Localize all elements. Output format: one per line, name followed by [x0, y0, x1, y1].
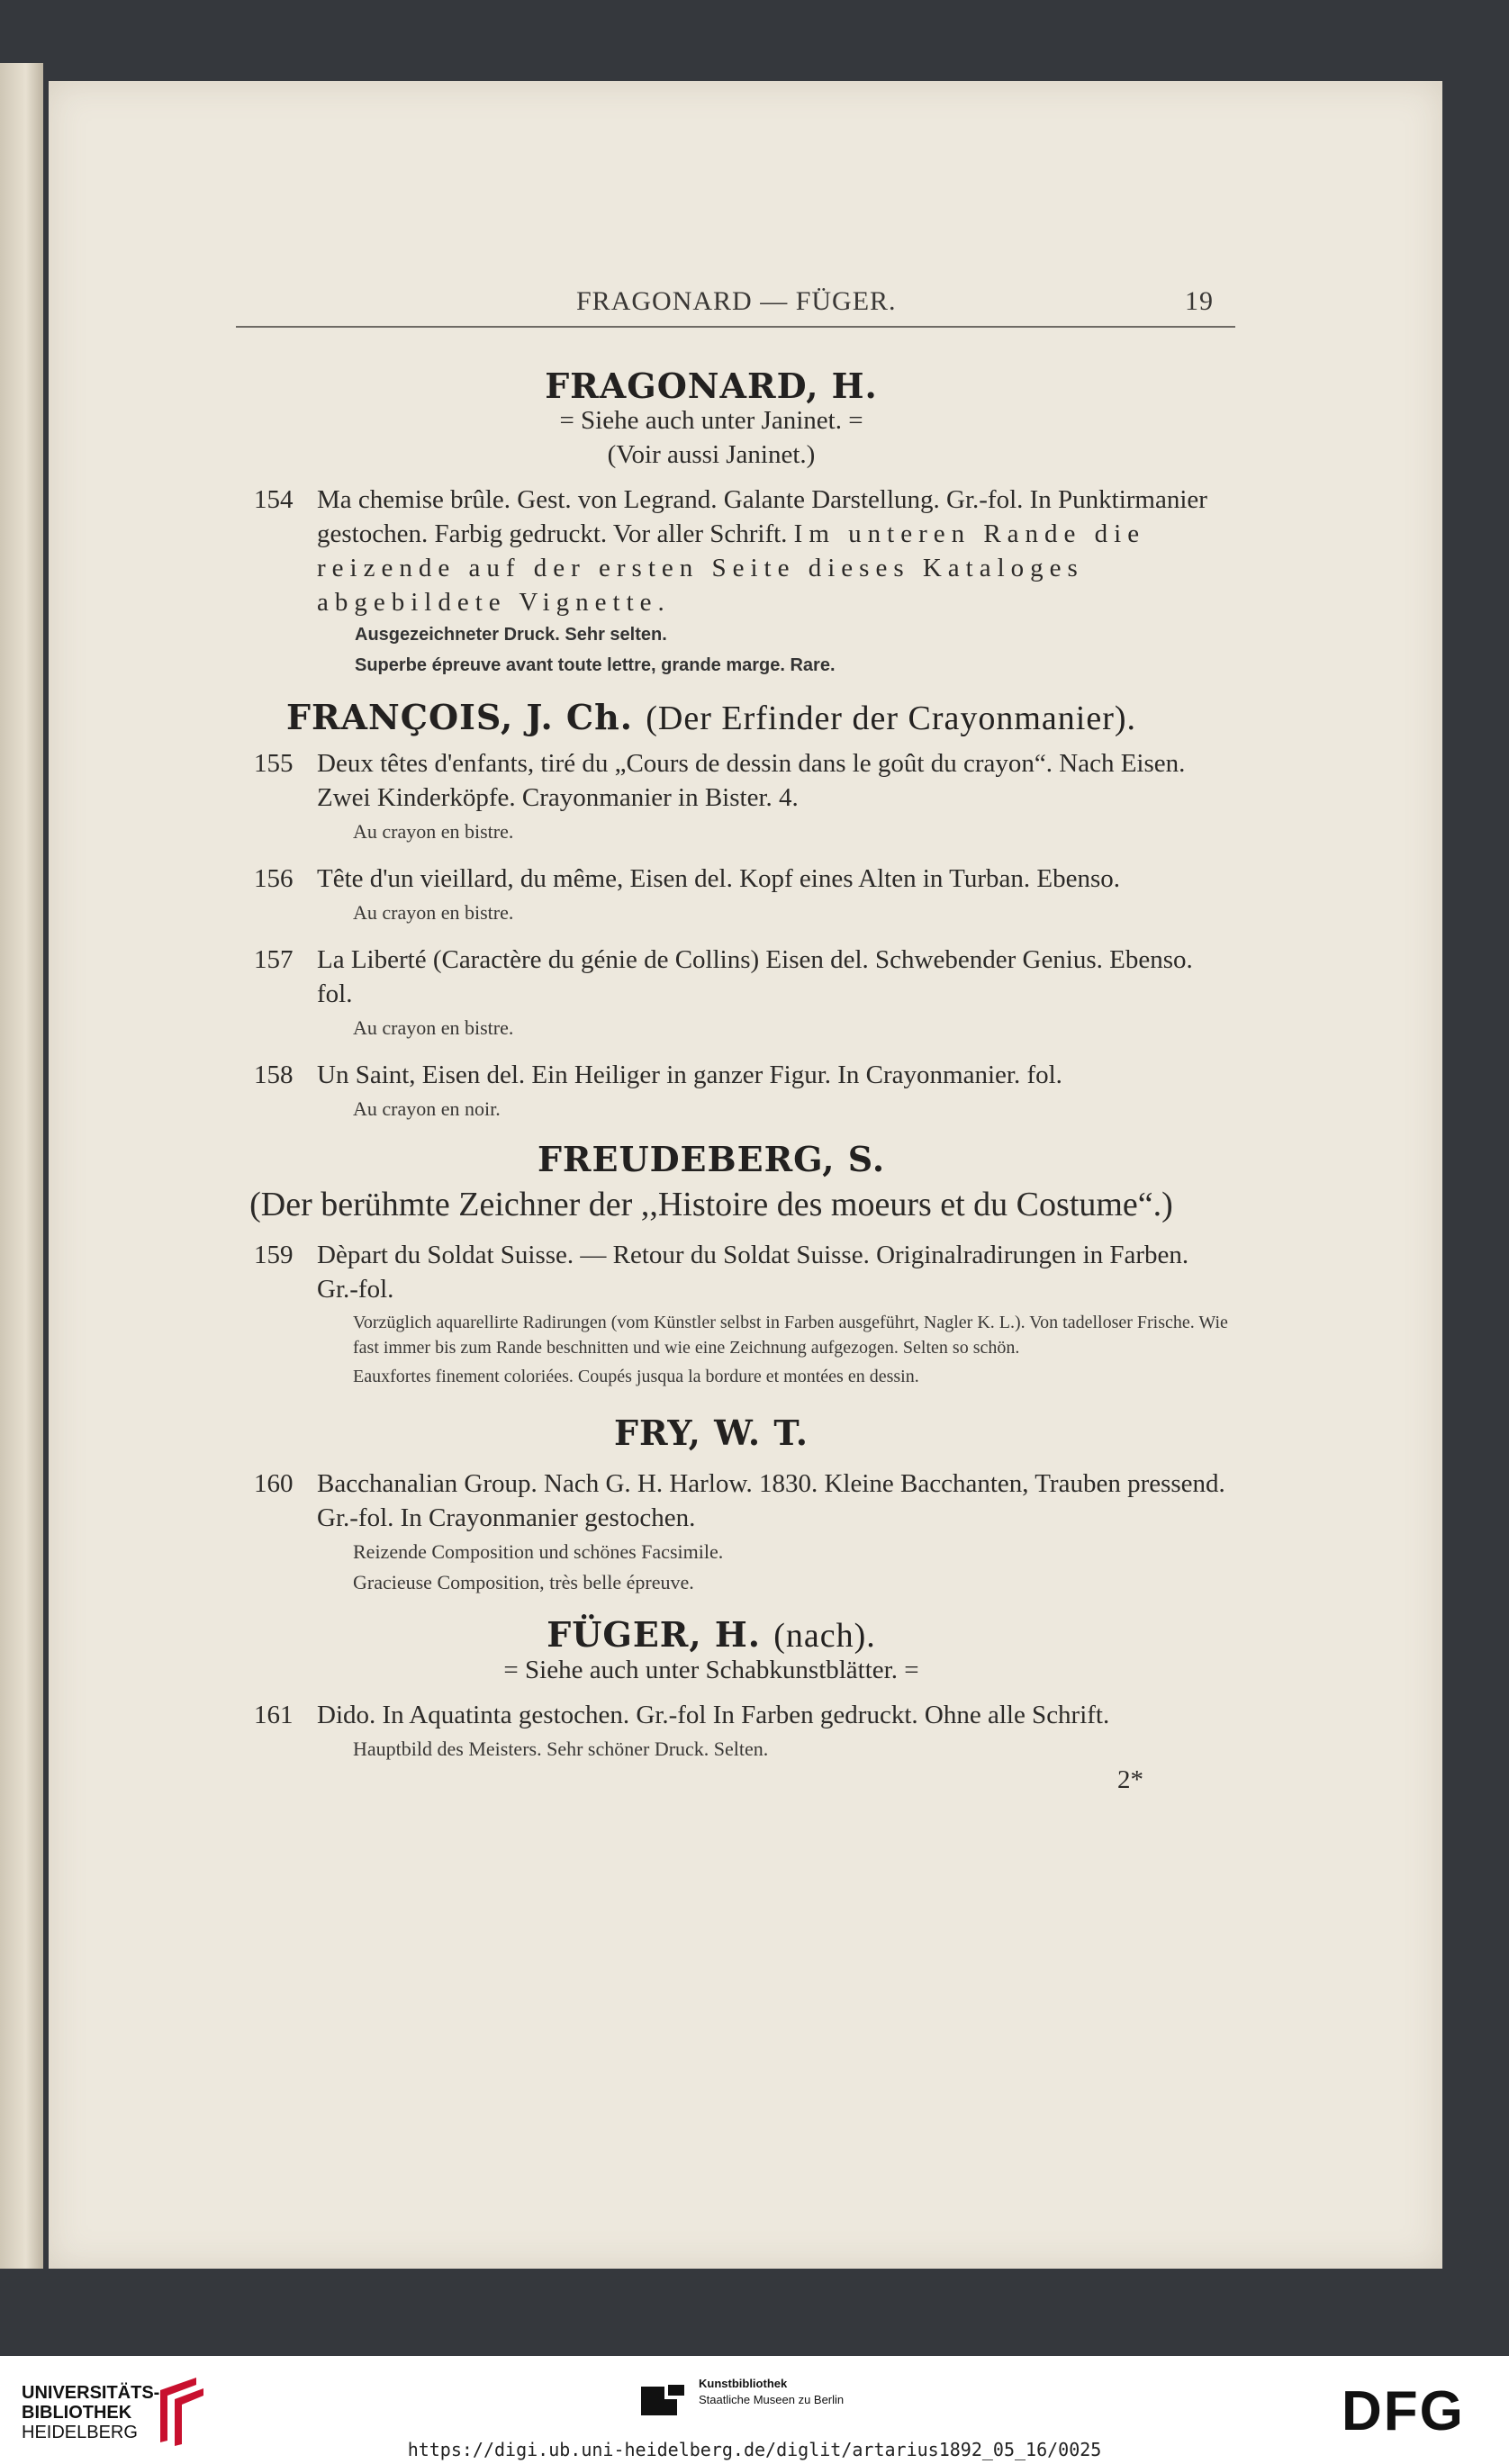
subheading-freudeberg: (Der berühmte Zeichner der ,,Histoire des moeurs et du Costume“.): [249, 1186, 1173, 1223]
library-name-line3: HEIDELBERG: [22, 2423, 138, 2442]
entry-text: Dido. In Aquatinta gestochen. Gr.-fol In Farben gedruckt. Ohne alle Schrift.: [317, 1701, 1110, 1729]
entry-number: 161: [254, 1701, 294, 1729]
heading-fueger-name: FÜGER, H.: [547, 1614, 761, 1655]
entry-157: [189, 943, 1233, 1011]
entry-number: 156: [254, 864, 294, 893]
entry-number: 159: [254, 1241, 294, 1269]
entry-text-spaced: Im unteren Rande die reizende auf der ersten Seite dieses Kataloges abgebildete Vignette.: [317, 519, 1146, 617]
entry-text: Dèpart du Soldat Suisse. — Retour du Soldat Suisse. Originalradirungen in Farben. Gr.-fol.: [317, 1241, 1189, 1304]
entry-number: 160: [254, 1469, 294, 1498]
entry-number: 154: [254, 485, 294, 514]
library-name-line2: BIBLIOTHEK: [22, 2403, 132, 2423]
library-name-line1: UNIVERSITÄTS-: [22, 2383, 160, 2403]
entry-text: Un Saint, Eisen del. Ein Heiliger in ganzer Figur. In Crayonmanier. fol.: [317, 1061, 1062, 1089]
header-rule: [236, 326, 1235, 328]
entry-note: Au crayon en bistre.: [353, 901, 514, 924]
entry-155: [189, 746, 1233, 815]
heading-fragonard: FRAGONARD, H.: [545, 366, 878, 406]
entry-note-fr: Gracieuse Composition, très belle épreuve.: [353, 1571, 694, 1593]
running-head: [189, 286, 1233, 331]
entry-note: Au crayon en noir.: [353, 1097, 501, 1120]
kunstbibliothek-name: Kunstbibliothek: [699, 2377, 788, 2390]
page-url[interactable]: https://digi.ub.uni-heidelberg.de/diglit/artarius1892_05_16/0025: [407, 2439, 1102, 2460]
entry-note: Au crayon en bistre.: [353, 820, 514, 843]
heading-francois-suffix: (Der Erfinder der Crayonmanier).: [646, 699, 1137, 737]
viewer-footer: [0, 2356, 1509, 2464]
kunstbibliothek-sub: Staatliche Museen zu Berlin: [699, 2393, 845, 2406]
see-also-fragonard-fr: (Voir aussi Janinet.): [607, 440, 816, 469]
entry-160: [189, 1467, 1233, 1535]
adjacent-page-edge: [0, 63, 43, 2269]
see-also-fragonard: = Siehe auch unter Janinet. =: [559, 406, 863, 435]
entry-number: 158: [254, 1061, 294, 1089]
entry-161: [189, 1698, 1233, 1732]
entry-note: Hauptbild des Meisters. Sehr schöner Druck. Selten.: [353, 1737, 769, 1760]
entry-154: [189, 483, 1233, 619]
entry-note: Vorzüglich aquarellirte Radirungen (vom Künstler selbst in Farben ausgeführt, Nagler K. L.). Von tadelloser Frische. Wie fast immer bis zum Rande beschnitten und wie eine Zeichnung aufgezogen. Selten so schön.: [353, 1313, 1228, 1358]
entry-text: Ma chemise brûle. Gest. von Legrand. Galante Darstellung. Gr.-fol. In Punktirmanier gestochen. Farbig gedruckt. Vor aller Schrift.: [317, 485, 1207, 548]
entry-text: Bacchanalian Group. Nach G. H. Harlow. 1830. Kleine Bacchanten, Trauben pressend. Gr.-fol. In Crayonmanier gestochen.: [317, 1469, 1225, 1532]
heading-francois: [189, 697, 1233, 737]
entry-number: 155: [254, 749, 294, 778]
dfg-logo: DFG: [1342, 2380, 1465, 2442]
heading-fueger-suffix: (nach).: [773, 1617, 876, 1655]
entry-156: [189, 862, 1233, 896]
heading-fueger: [189, 1614, 1233, 1655]
entry-note: Reizende Composition und schönes Facsimile.: [353, 1540, 724, 1563]
heading-francois-name: FRANÇOIS, J. Ch.: [285, 697, 634, 737]
entry-159: [189, 1238, 1233, 1306]
heading-freudeberg: FREUDEBERG, S.: [537, 1139, 886, 1179]
kunstbibliothek-label: [699, 2376, 844, 2408]
signature-mark: 2*: [1117, 1765, 1143, 1794]
running-head-title: FRAGONARD — FÜGER.: [576, 286, 897, 316]
entry-number: 157: [254, 945, 294, 974]
entry-text: La Liberté (Caractère du génie de Collins) Eisen del. Schwebender Genius. Ebenso. fol.: [317, 945, 1193, 1008]
university-library-logo-icon: [151, 2372, 209, 2448]
entry-text: Deux têtes d'enfants, tiré du „Cours de dessin dans le goût du crayon“. Nach Eisen. Zwei Kinderköpfe. Crayonmanier in Bister. 4.: [317, 749, 1186, 812]
heading-fry: FRY, W. T.: [614, 1413, 809, 1453]
entry-note-fr: Eauxfortes finement coloriées. Coupés jusqua la bordure et montées en dessin.: [353, 1367, 919, 1386]
entry-text: Tête d'un vieillard, du même, Eisen del. Kopf eines Alten in Turban. Ebenso.: [317, 864, 1120, 893]
page-number: 19: [1185, 286, 1214, 316]
page-content: [189, 366, 1233, 1797]
entry-note-fr: Superbe épreuve avant toute lettre, grande marge. Rare.: [355, 655, 836, 675]
entry-note: Au crayon en bistre.: [353, 1016, 514, 1039]
library-name: [22, 2383, 159, 2442]
see-also-fueger: = Siehe auch unter Schabkunstblätter. =: [503, 1656, 919, 1684]
kunstbibliothek-logo-icon: [641, 2381, 688, 2421]
entry-158: [189, 1058, 1233, 1092]
entry-note: Ausgezeichneter Druck. Sehr selten.: [355, 625, 667, 645]
